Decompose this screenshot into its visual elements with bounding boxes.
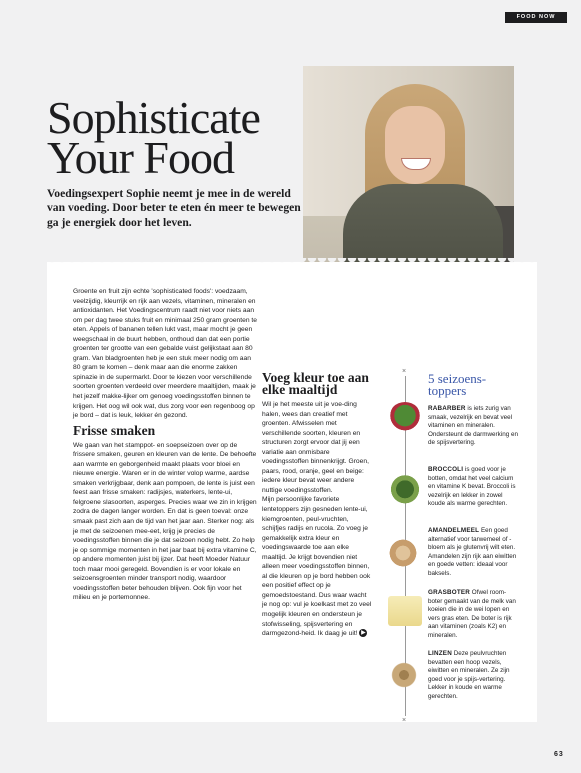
title-line-2: Your Food (47, 132, 235, 183)
sidebar-item-amandelmeel: AMANDELMEEL Een goed alternatief voor tarwemeel of -bloem als je glutenvrij wilt eten. Amandelen zijn rijk aan eiwitten en goede vetten: ideaal voor baksels. (428, 527, 517, 577)
column-1 (73, 287, 257, 603)
page-number: 63 (554, 751, 564, 758)
broccoli-image (388, 474, 422, 508)
rhubarb-image (388, 402, 422, 436)
article-title (47, 92, 260, 183)
section-tag: FOOD NOW (505, 12, 567, 23)
intro-text: Voedingsexpert Sophie neemt je mee in de wereld van voeding. Door beter te eten én meer te bewegen ga je energiek door het leven. (47, 187, 301, 229)
almond-flour-image (386, 536, 420, 570)
paragraph: Mijn persoonlijke favoriete lentetoppers zijn gesneden lente-ui, kiemgroenten, peul-vruchten, schijfjes radijs en rucola. Zo voeg je gemakkelijk extra kleur en voedingswaarde toe aan elke maaltijd. Je krijgt bovendien niet alleen meer voedingsstoffen binnen, al die kleuren op je bord hebben ook een positief effect op je gemoedstoestand. Dus waar wacht je nog op: vul je koelkast met zo veel mogelijk kleuren en ondersteun je stofwisseling, spijsvertering en darmgezond-heid. Ik daag je uit! ▶ (262, 496, 372, 638)
sidebar-item-linzen: LINZEN Deze peulvruchten bevatten een hoop vezels, eiwitten en mineralen. Ze zijn goed voor je spijs-vertering. Lekker in koude en warme gerechten. (428, 650, 510, 700)
paragraph: Wil je het meeste uit je voe-ding halen, wees dan creatief met groenten. Afwisselen met verschillende soorten, kleuren en structuren zorgt ervoor dat jij een variatie aan onmisbare voedingsstoffen binnenkrijgt. Groen, paars, rood, oranje, geel en beige: iedere kleur bevat weer andere nuttige voedingsstoffen. (262, 401, 369, 494)
paragraph: Groente en fruit zijn echte 'sophisticated foods': voedzaam, veelzijdig, kleurrijk en rijk aan vezels, vitaminen, mineralen en antioxidanten. Het Voedingscentrum raadt niet voor niets aan om per dag twee stuks fruit en minimaal 250 gram groenten te eten. Appels of bananen tellen lukt vast, maar mocht je geen weegschaal in de buurt hebben, onthoud dan dat een portie groenten ter grootte van een gebalde vuist gelijkstaat aan 80 gram. Van bladgroenten heb je een stuk meer nodig om aan 80 gram te komen – denk maar aan die enorme zakken spinazie in de supermarkt. Door te kiezen voor verschillende soorten groenten verdeeld over meerdere maaltijden, maak je het jezelf makke-lijker om genoeg voedingsstoffen binnen te krijgen. Het oog wil ook wat, dus zorg voor een regenboog op je bord – dat is leuk, lekker én gezond. (73, 288, 258, 420)
sidebar-item-rabarber: RABARBER is iets zurig van smaak, vezelrijk en bevat veel vitaminen en mineralen. Ondersteunt de darmwerking en de spijsvertering. (428, 405, 518, 447)
sidebar-item-grasboter: GRASBOTER Ofwel room-boter gemaakt van de melk van koeien die in de wei lopen en vers gras eten. De boter is rijk aan vitaminen (zoals K2) en mineralen. (428, 589, 516, 639)
column-2 (262, 372, 372, 639)
lentils-image (387, 658, 421, 692)
title-line-1: Sophisticate (47, 92, 260, 143)
arrow-right-icon: ▶ (361, 630, 366, 637)
paragraph: We gaan van het stamppot- en soepseizoen over op de frissere smaken, geuren en kleuren van de lente. De behoefte aan warmte en geborgenheid maakt plaats voor bloei en nieuwe energie. Waren er in de winter volop warme, aardse smaken verkrijgbaar, denk aan pompoen, de lente is juist een feest aan frisse smaken: radijsjes, waterkers, lente-ui, felgroene slasoorten, asperges. Precies waar we zin in krijgen zodra de dagen langer worden. En dat is geen toeval: onze smaak past zich aan de tijd van het jaar aan. Sterker nog: als je met de seizoenen mee-eet, krijg je precies de voedingsstoffen binnen die je dat seizoen nodig hebt. Zo help je op sommige momenten in het jaar baat bij extra vitamine C, op andere momenten juist bij ijzer. Dat heeft Moeder Natuur toch maar mooi geregeld. Bovendien is er voor lokale en seizoensgroenten minder transport nodig, waardoor voedingsstoffen beter behouden blijven. Ook fijn voor het milieu en je portemonnee. (73, 441, 257, 602)
sidebar-title: 5 seizoens- toppers (428, 371, 487, 398)
subheading-voeg-kleur: Voeg kleur toe aan elke maaltijd (262, 370, 369, 397)
sidebar-item-broccoli: BROCCOLI is goed voor je botten, omdat het veel calcium en vitamine K bevat. Broccoli is vezelrijk en lekker in zowel koude als warme gerechten. (428, 466, 516, 508)
butter-image (388, 596, 422, 626)
subheading-frisse-smaken: Frisse smaken (73, 422, 156, 438)
